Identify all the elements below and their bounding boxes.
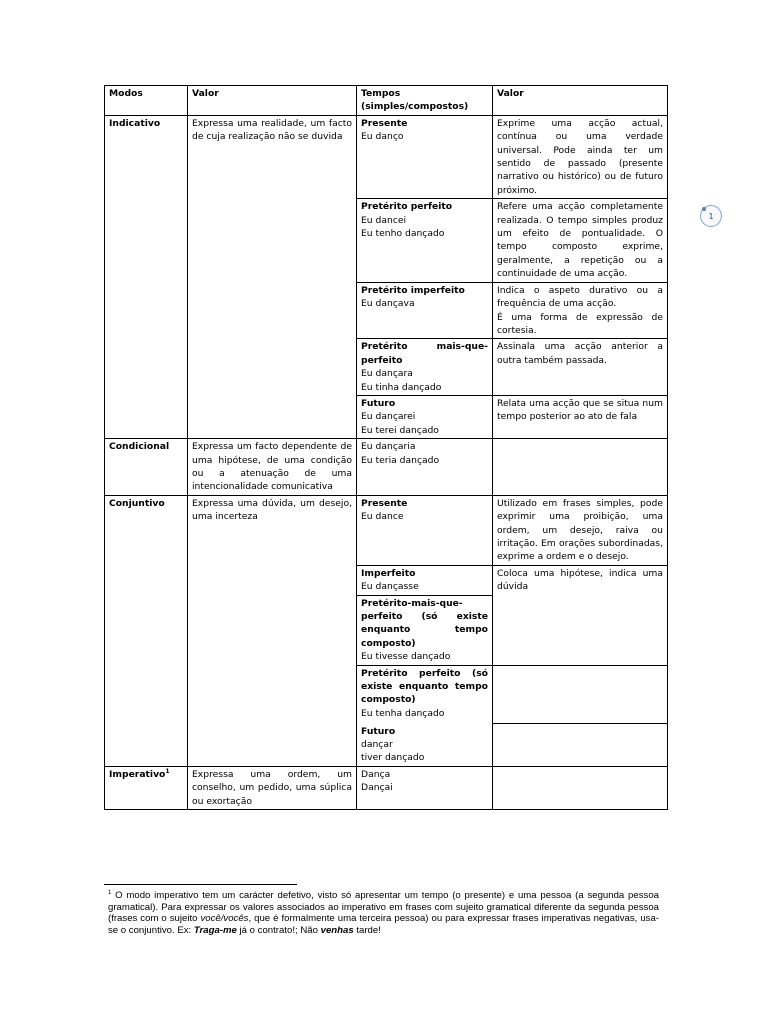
- tense-valor: [493, 282, 668, 339]
- mode-indicativo: Indicativo: [105, 115, 188, 438]
- tense-form: Dança: [361, 768, 391, 780]
- tense-form: Eu terei dançado: [361, 424, 439, 436]
- tense-cell: [357, 665, 493, 724]
- tense-form: Eu danço: [361, 131, 404, 143]
- tense-form: Eu dançasse: [361, 581, 419, 593]
- tense-name: Imperfeito: [361, 567, 416, 579]
- mode-conjuntivo: Conjuntivo: [105, 495, 188, 766]
- tense-valor: Coloca uma hipótese, indica uma dúvida: [493, 565, 668, 665]
- tense-name: Pretérito mais-que-perfeito: [361, 341, 488, 366]
- tense-name: Futuro: [361, 725, 396, 737]
- tense-valor: [493, 766, 668, 809]
- tense-cell: [357, 339, 493, 396]
- comment-dot-icon: [702, 207, 706, 211]
- tense-valor: Utilizado em frases simples, pode exprimir uma proibição, uma ordem, um desejo, raiva ou irritação. Em orações subordinadas, exprime a ordem e o desejo.: [493, 495, 668, 565]
- tense-form: Eu tenha dançado: [361, 707, 445, 719]
- footnote-example: Traga-me: [193, 924, 237, 936]
- tense-form: Eu tivesse dançado: [361, 651, 451, 663]
- tense-valor-line: Indica o aspeto durativo ou a frequência de uma acção.: [497, 284, 663, 310]
- tense-form: Eu tenho dançado: [361, 228, 445, 240]
- tense-valor: [493, 439, 668, 496]
- tense-form: Eu dançaria: [361, 441, 416, 453]
- tense-form: Eu dançara: [361, 368, 413, 380]
- footnote-example: venhas: [320, 924, 354, 936]
- footnote-separator: [104, 884, 297, 885]
- table-row: [105, 495, 668, 565]
- tense-cell: [357, 724, 493, 767]
- comment-marker-number: 1: [708, 211, 714, 221]
- footnote-marker: 1: [108, 889, 112, 896]
- tense-form: tiver dançado: [361, 752, 425, 764]
- tense-name: Presente: [361, 117, 408, 129]
- tense-cell: [357, 199, 493, 282]
- tense-cell: [357, 595, 493, 665]
- tense-cell: [357, 766, 493, 809]
- tense-valor: Relata uma acção que se situa num tempo posterior ao ato de fala: [493, 395, 668, 438]
- table-header-row: [105, 86, 668, 116]
- tense-name: Pretérito perfeito: [361, 201, 453, 213]
- comment-marker[interactable]: [700, 205, 722, 227]
- tense-valor: Assinala uma acção anterior a outra também passada.: [493, 339, 668, 396]
- tense-form: Dançai: [361, 782, 393, 794]
- header-valor: Valor: [188, 86, 357, 116]
- mode-imperativo: [105, 766, 188, 809]
- header-valor-tempo: Valor: [493, 86, 668, 116]
- tense-cell: [357, 439, 493, 496]
- mode-indicativo-valor: Expressa uma realidade, um facto de cuja realização não se duvida: [188, 115, 357, 438]
- tense-form: dançar: [361, 739, 393, 751]
- footnote-text: tarde!: [353, 924, 381, 936]
- footnote-text: , que é formalmente uma terceira pessoa) ou para expressar frases imperativas negativas, usa-se o conjuntivo. Ex:: [108, 913, 659, 936]
- table-row: [105, 115, 668, 198]
- table-row: [105, 766, 668, 809]
- header-modos: Modos: [105, 86, 188, 116]
- footnote-text: O modo imperativo tem um carácter defetivo, visto só apresentar um tempo (o presente) e uma pessoa (a segunda pessoa gramatical). Para expressar os valores associados ao imperativo em frases com sujeito gramatical diferente da segunda pessoa (frases com o sujeito: [108, 890, 659, 925]
- tense-name: Pretérito perfeito (só existe enquanto tempo composto): [361, 667, 488, 706]
- tense-cell: [357, 395, 493, 438]
- tense-valor: [493, 724, 668, 767]
- tense-form: Eu dançava: [361, 298, 415, 310]
- footnote-ref: 1: [165, 767, 170, 775]
- tense-name: Futuro: [361, 397, 396, 409]
- tense-form: Eu teria dançado: [361, 454, 440, 466]
- mode-imperativo-valor: Expressa uma ordem, um conselho, um pedido, uma súplica ou exortação: [188, 766, 357, 809]
- tense-form: Eu tinha dançado: [361, 381, 442, 393]
- mode-condicional: Condicional: [105, 439, 188, 496]
- tense-valor: Exprime uma acção actual, contínua ou uma verdade universal. Pode ainda ter um sentido de passado (presente narrativo ou histórico) ou de futuro próximo.: [493, 115, 668, 198]
- verb-modes-table: [104, 85, 668, 810]
- tense-form: Eu dancei: [361, 214, 407, 226]
- footnote: [108, 890, 659, 936]
- mode-condicional-valor: Expressa um facto dependente de uma hipótese, de uma condição ou a atenuação de uma intencionalidade comunicativa: [188, 439, 357, 496]
- tense-cell: [357, 565, 493, 595]
- tense-valor-line: É uma forma de expressão de cortesia.: [497, 311, 663, 336]
- table-row: [105, 439, 668, 496]
- footnote-text: já o contrato!; Não: [236, 924, 321, 936]
- tense-cell: [357, 115, 493, 198]
- tense-form: Eu dançarei: [361, 411, 416, 423]
- mode-imperativo-label: Imperativo: [109, 768, 166, 780]
- mode-conjuntivo-valor: Expressa uma dúvida, um desejo, uma incerteza: [188, 495, 357, 766]
- tense-name: Presente: [361, 497, 408, 509]
- header-tempos: Tempos (simples/compostos): [357, 86, 493, 116]
- tense-name: Pretérito-mais-que-perfeito (só existe enquanto tempo composto): [361, 597, 488, 649]
- tense-valor: Refere uma acção completamente realizada. O tempo simples produz um efeito de pontualidade. O tempo composto exprime, geralmente, a repetição ou a continuidade de uma acção.: [493, 199, 668, 282]
- tense-cell: [357, 495, 493, 565]
- footnote-italic: você/vocês: [200, 913, 249, 925]
- tense-valor: [493, 665, 668, 724]
- tense-cell: [357, 282, 493, 339]
- tense-form: Eu dance: [361, 511, 404, 523]
- tense-name: Pretérito imperfeito: [361, 284, 465, 296]
